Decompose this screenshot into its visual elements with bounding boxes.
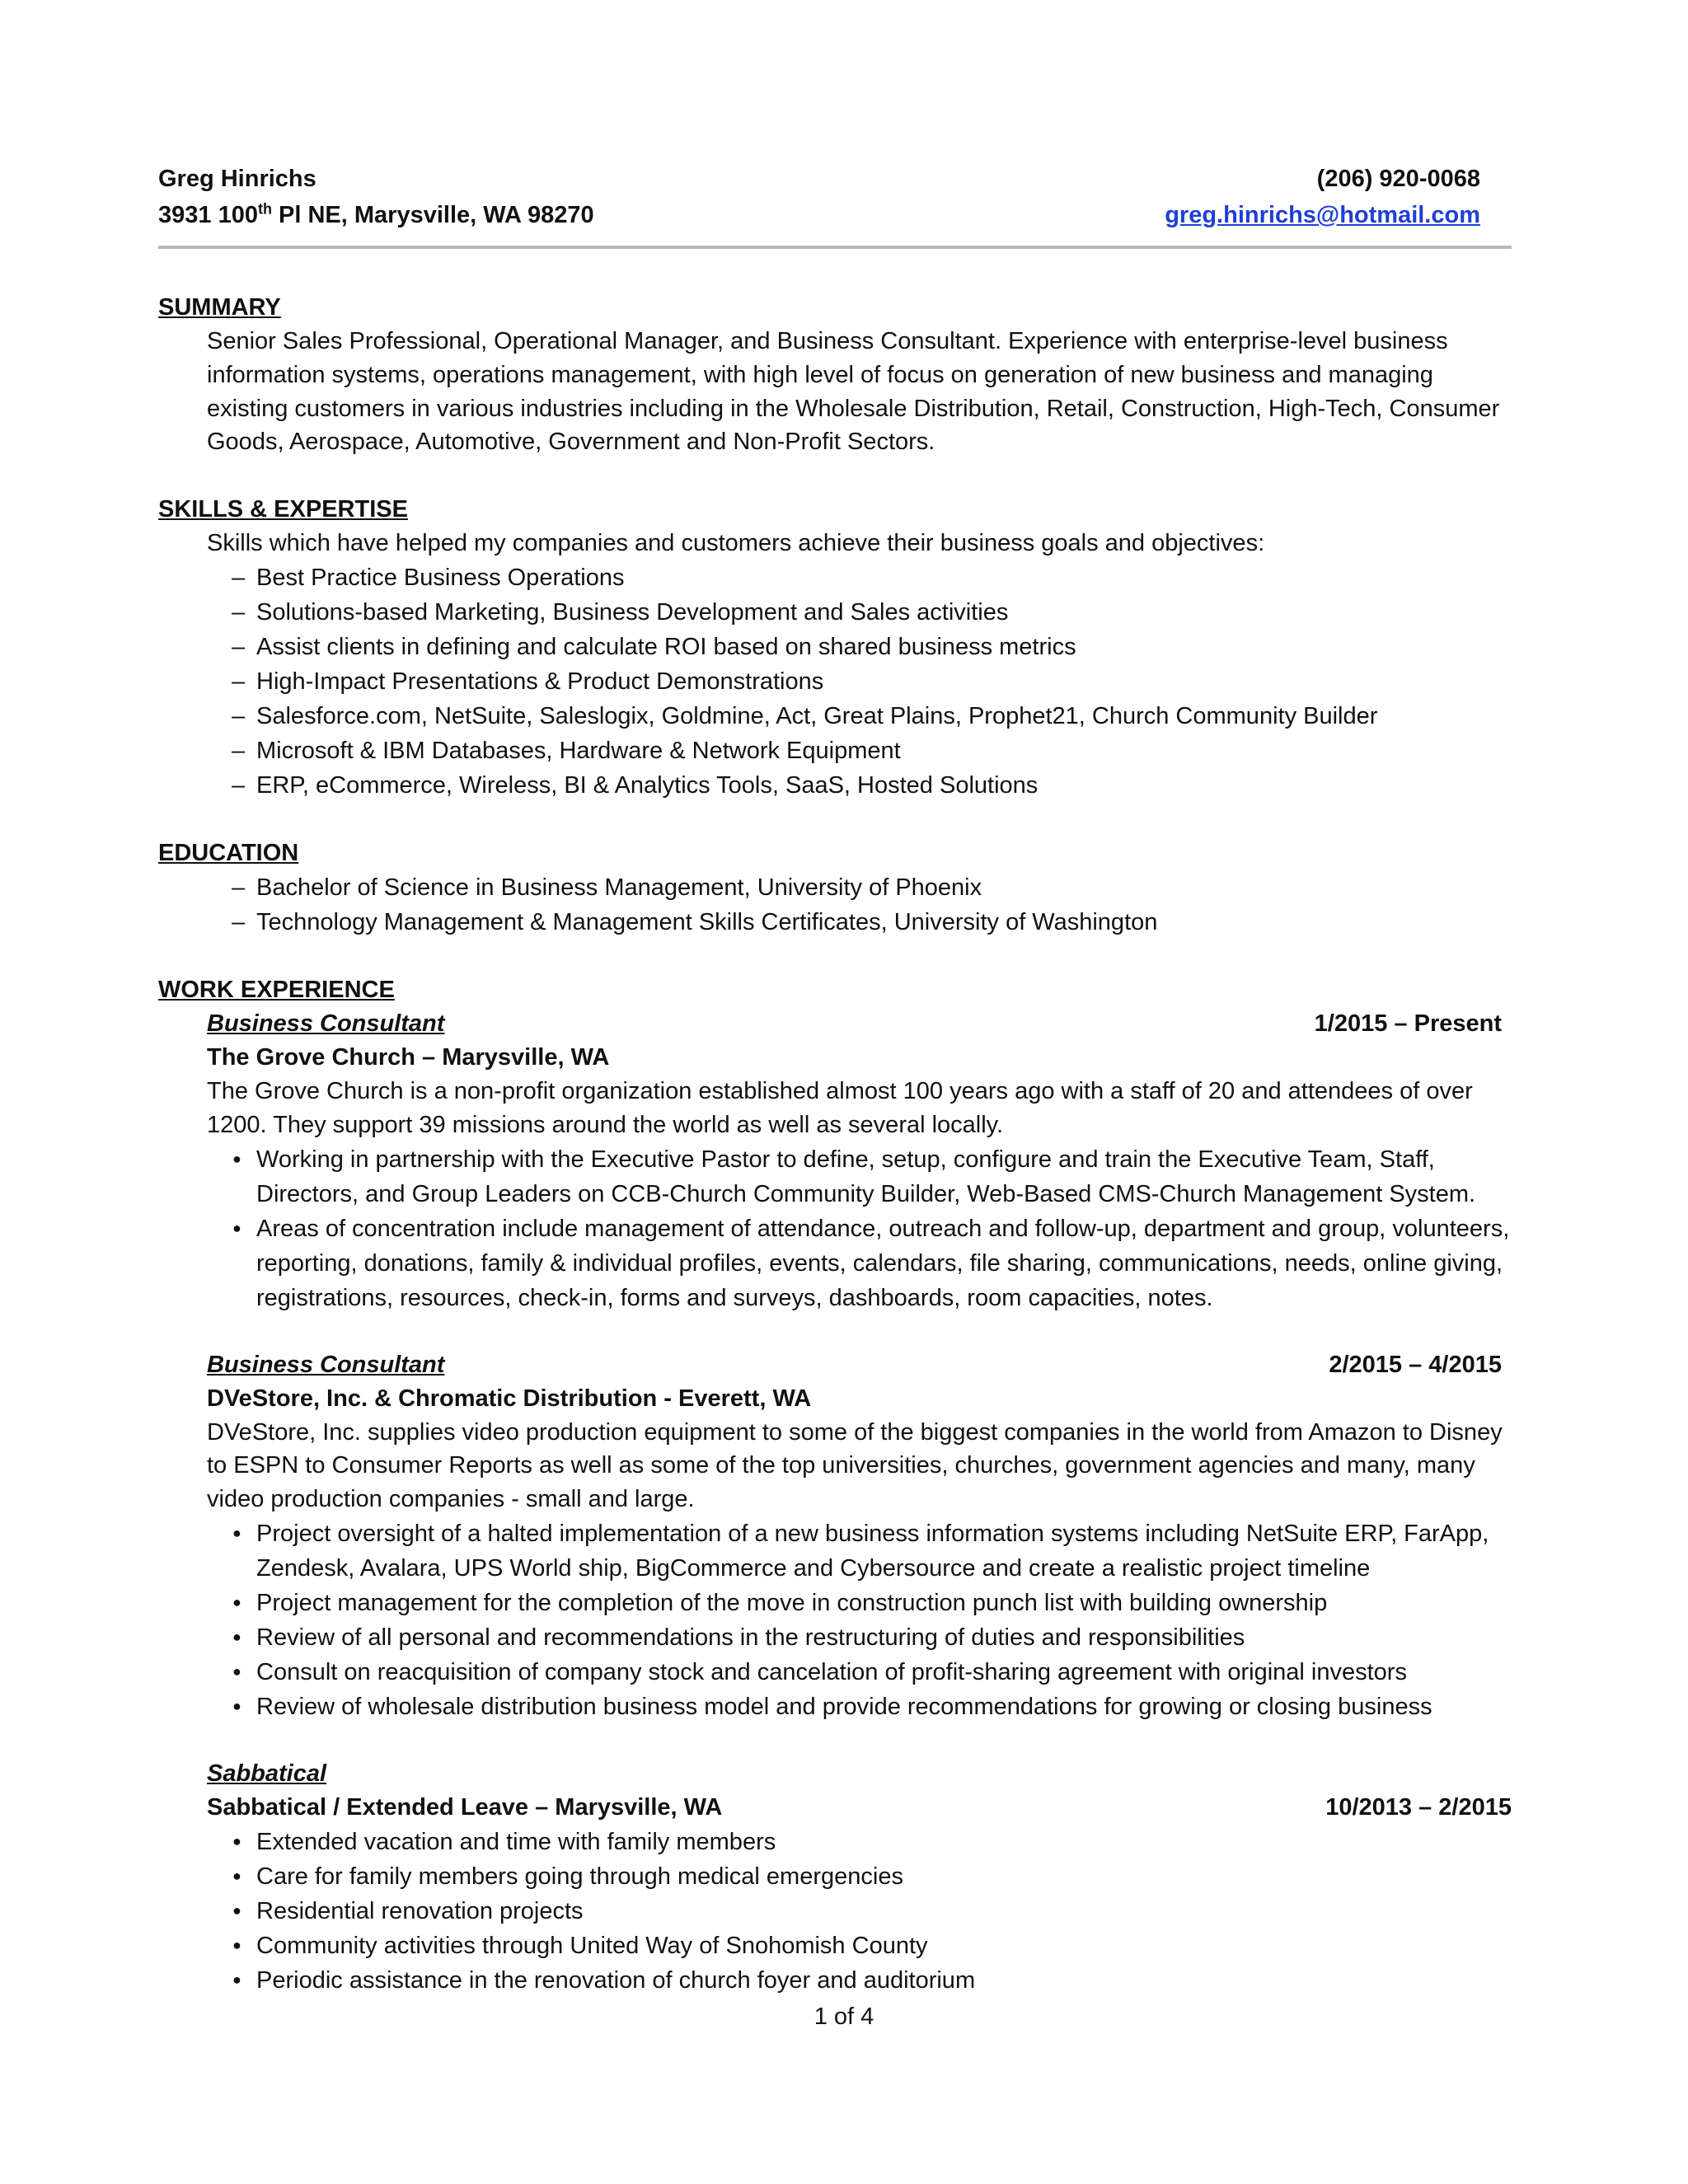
job-dates: 2/2015 – 4/2015 — [1329, 1351, 1502, 1378]
phone-number: (206) 920-0068 — [1316, 166, 1480, 192]
candidate-name: Greg Hinrichs — [158, 166, 316, 192]
contact-header — [158, 161, 1480, 233]
company-name: DVeStore, Inc. & Chromatic Distribution - Everett, WA — [207, 1385, 812, 1412]
header-divider — [158, 246, 1512, 249]
work-section — [158, 972, 1518, 1998]
resume-body — [158, 290, 1518, 1998]
skills-intro: Skills which have helped my companies and customers achieve their business goals and objectives: — [207, 530, 1265, 557]
list-item: – Bachelor of Science in Business Management, University of Phoenix — [207, 870, 1518, 905]
job-entry-grove-church — [158, 1007, 1518, 1315]
job-bullets — [207, 1825, 1518, 1998]
skills-heading: SKILLS & EXPERTISE — [158, 496, 408, 523]
job-description: DVeStore, Inc. supplies video production equipment to some of the biggest companies in the world from Amazon to Disney to ESPN to Consumer Reports as well as some of the top universities, churches, government agencies and many, many video production companies - small and large. — [207, 1418, 1503, 1513]
list-item: – Microsoft & IBM Databases, Hardware & Network Equipment — [207, 733, 1518, 768]
address: 3931 100th Pl NE, Marysville, WA 98270 — [158, 200, 594, 228]
job-bullets — [207, 1516, 1518, 1724]
list-item: ● Community activities through United Way of Snohomish County — [207, 1929, 1518, 1963]
list-item: ● Working in partnership with the Executive Pastor to define, setup, configure and train the Executive Team, Staff, Directors, and Group Leaders on CCB-Church Community Builder, Web-Based CMS-Church Management System. — [207, 1142, 1518, 1212]
summary-section — [158, 290, 1518, 459]
work-heading: WORK EXPERIENCE — [158, 976, 395, 1003]
job-title: Business Consultant — [207, 1010, 445, 1037]
list-item: – Salesforce.com, NetSuite, Saleslogix, Goldmine, Act, Great Plains, Prophet21, Church Community Builder — [207, 699, 1518, 733]
email-link[interactable]: greg.hinrichs@hotmail.com — [1165, 202, 1480, 228]
list-item: ● Consult on reacquisition of company stock and cancelation of profit-sharing agreement with original investors — [207, 1655, 1518, 1690]
job-dates: 1/2015 – Present — [1314, 1010, 1502, 1037]
list-item: ● Project management for the completion of the move in construction punch list with building ownership — [207, 1586, 1518, 1620]
job-dates: 10/2013 – 2/2015 — [1325, 1793, 1512, 1821]
education-section — [158, 836, 1518, 940]
list-item: – Best Practice Business Operations — [207, 560, 1518, 595]
list-item: ● Extended vacation and time with family members — [207, 1825, 1518, 1859]
skills-section — [158, 492, 1518, 803]
list-item: ● Care for family members going through medical emergencies — [207, 1859, 1518, 1894]
company-name: Sabbatical / Extended Leave – Marysville, WA — [207, 1793, 723, 1821]
job-bullets — [207, 1142, 1518, 1315]
job-title: Business Consultant — [207, 1351, 445, 1378]
company-name: The Grove Church – Marysville, WA — [207, 1043, 610, 1071]
education-heading: EDUCATION — [158, 839, 299, 866]
list-item: ● Review of wholesale distribution business model and provide recommendations for growing or closing business — [207, 1690, 1518, 1724]
summary-text: Senior Sales Professional, Operational Manager, and Business Consultant. Experience with enterprise-level business information systems, operations management, with high level of focus on generation of new business and managing existing customers in various industries including in the Wholesale Distribution, Retail, Construction, High-Tech, Consumer Goods, Aerospace, Automotive, Government and Non-Profit Sectors. — [207, 328, 1500, 456]
list-item: – Assist clients in defining and calculate ROI based on shared business metrics — [207, 630, 1518, 664]
list-item: ● Periodic assistance in the renovation of church foyer and auditorium — [207, 1963, 1518, 1998]
education-list — [207, 870, 1518, 940]
page-number: 1 of 4 — [814, 2004, 874, 2030]
job-title: Sabbatical — [207, 1760, 327, 1787]
list-item: – ERP, eCommerce, Wireless, BI & Analytics Tools, SaaS, Hosted Solutions — [207, 768, 1518, 803]
skills-list — [207, 560, 1518, 803]
list-item: – High-Impact Presentations & Product Demonstrations — [207, 664, 1518, 699]
job-description: The Grove Church is a non-profit organization established almost 100 years ago with a staff of 20 and attendees of over 1200. They support 39 missions around the world as well as several locally. — [207, 1077, 1473, 1138]
list-item: ● Areas of concentration include management of attendance, outreach and follow-up, department and group, volunteers, reporting, donations, family & individual profiles, events, calendars, file sharing, communications, needs, online giving, registrations, resources, check-in, forms and surveys, dashboards, room capacities, notes. — [207, 1212, 1518, 1315]
list-item: – Solutions-based Marketing, Business Development and Sales activities — [207, 595, 1518, 630]
job-entry-dvestore — [158, 1348, 1518, 1724]
job-entry-sabbatical — [158, 1757, 1518, 1998]
list-item: – Technology Management & Management Skills Certificates, University of Washington — [207, 905, 1518, 940]
list-item: ● Project oversight of a halted implementation of a new business information systems including NetSuite ERP, FarApp, Zendesk, Avalara, UPS World ship, BigCommerce and Cybersource and create a realistic project timeline — [207, 1516, 1518, 1586]
list-item: ● Residential renovation projects — [207, 1894, 1518, 1929]
list-item: ● Review of all personal and recommendations in the restructuring of duties and responsibilities — [207, 1620, 1518, 1655]
summary-heading: SUMMARY — [158, 294, 281, 321]
